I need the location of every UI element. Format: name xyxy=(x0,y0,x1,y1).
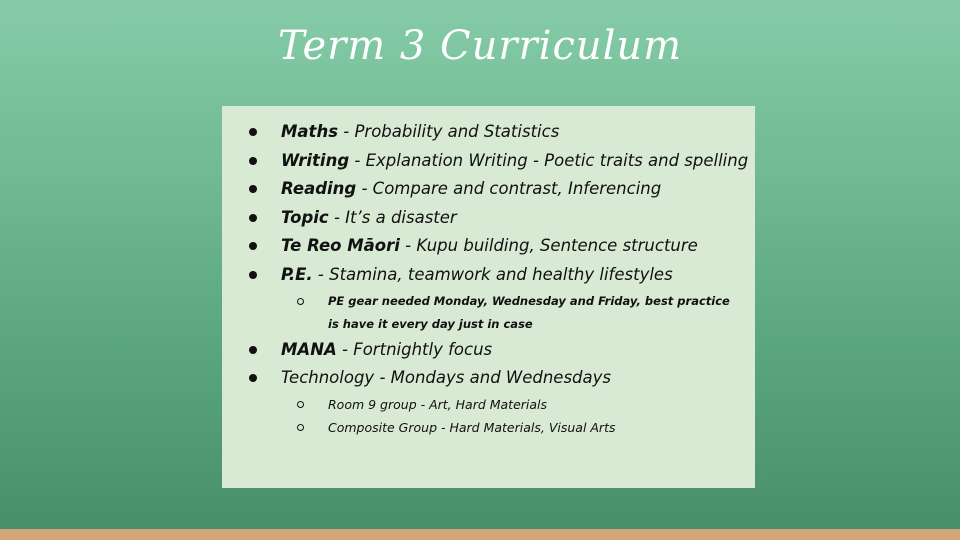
pe-sub-list xyxy=(246,290,745,336)
bullet-icon xyxy=(249,374,257,382)
subject-detail: - Mondays and Wednesdays xyxy=(374,368,612,388)
subject-label: Te Reo Māori xyxy=(281,236,400,256)
subject-label: MANA xyxy=(281,339,337,359)
list-item-topic xyxy=(246,204,745,233)
list-item-reading xyxy=(246,175,745,204)
curriculum-list-continued xyxy=(246,336,745,393)
hollow-bullet-icon xyxy=(297,298,304,305)
bullet-icon xyxy=(249,271,257,279)
sub-list-item xyxy=(246,290,745,336)
subject-label: Topic xyxy=(281,207,329,227)
subject-label: P.E. xyxy=(281,264,313,284)
sub-list-item xyxy=(246,416,745,439)
technology-sub-list xyxy=(246,393,745,439)
subject-detail: - Compare and contrast, Inferencing xyxy=(356,179,662,199)
sub-list-item xyxy=(246,393,745,416)
subject-label: Maths xyxy=(281,122,339,141)
sub-item-text: Room 9 group - Art, Hard Materials xyxy=(328,396,548,412)
subject-detail: - It’s a disaster xyxy=(328,207,457,227)
slide-title: Term 3 Curriculum xyxy=(277,23,683,69)
subject-label: Writing xyxy=(281,150,350,170)
bullet-icon xyxy=(249,242,257,250)
hollow-bullet-icon xyxy=(297,401,304,408)
hollow-bullet-icon xyxy=(297,424,304,431)
subject-label: Technology xyxy=(281,368,375,388)
sub-item-text: PE gear needed Monday, Wednesday and Friday, best practice is have it every day just in case xyxy=(328,293,730,331)
list-item-pe xyxy=(246,261,745,290)
list-item-maths xyxy=(246,118,745,147)
curriculum-list xyxy=(246,118,749,290)
list-item-te-reo-maori xyxy=(246,232,745,261)
list-item-technology xyxy=(246,364,745,393)
bullet-icon xyxy=(249,346,257,354)
subject-detail: - Kupu building, Sentence structure xyxy=(399,236,698,256)
bullet-icon xyxy=(249,185,257,193)
list-item-writing xyxy=(246,147,749,176)
list-item-mana xyxy=(246,336,745,365)
subject-detail: - Probability and Statistics xyxy=(338,122,560,141)
bullet-icon xyxy=(249,214,257,222)
curriculum-box xyxy=(222,106,755,488)
bullet-icon xyxy=(249,128,257,136)
subject-detail: - Stamina, teamwork and healthy lifestyles xyxy=(312,264,673,284)
subject-label: Reading xyxy=(281,179,357,199)
sub-item-text: Composite Group - Hard Materials, Visual Arts xyxy=(328,419,616,435)
subject-detail: - Explanation Writing - Poetic traits and spelling xyxy=(349,150,749,170)
subject-detail: - Fortnightly focus xyxy=(336,339,493,359)
footer-bar xyxy=(0,529,960,540)
bullet-icon xyxy=(249,157,257,165)
